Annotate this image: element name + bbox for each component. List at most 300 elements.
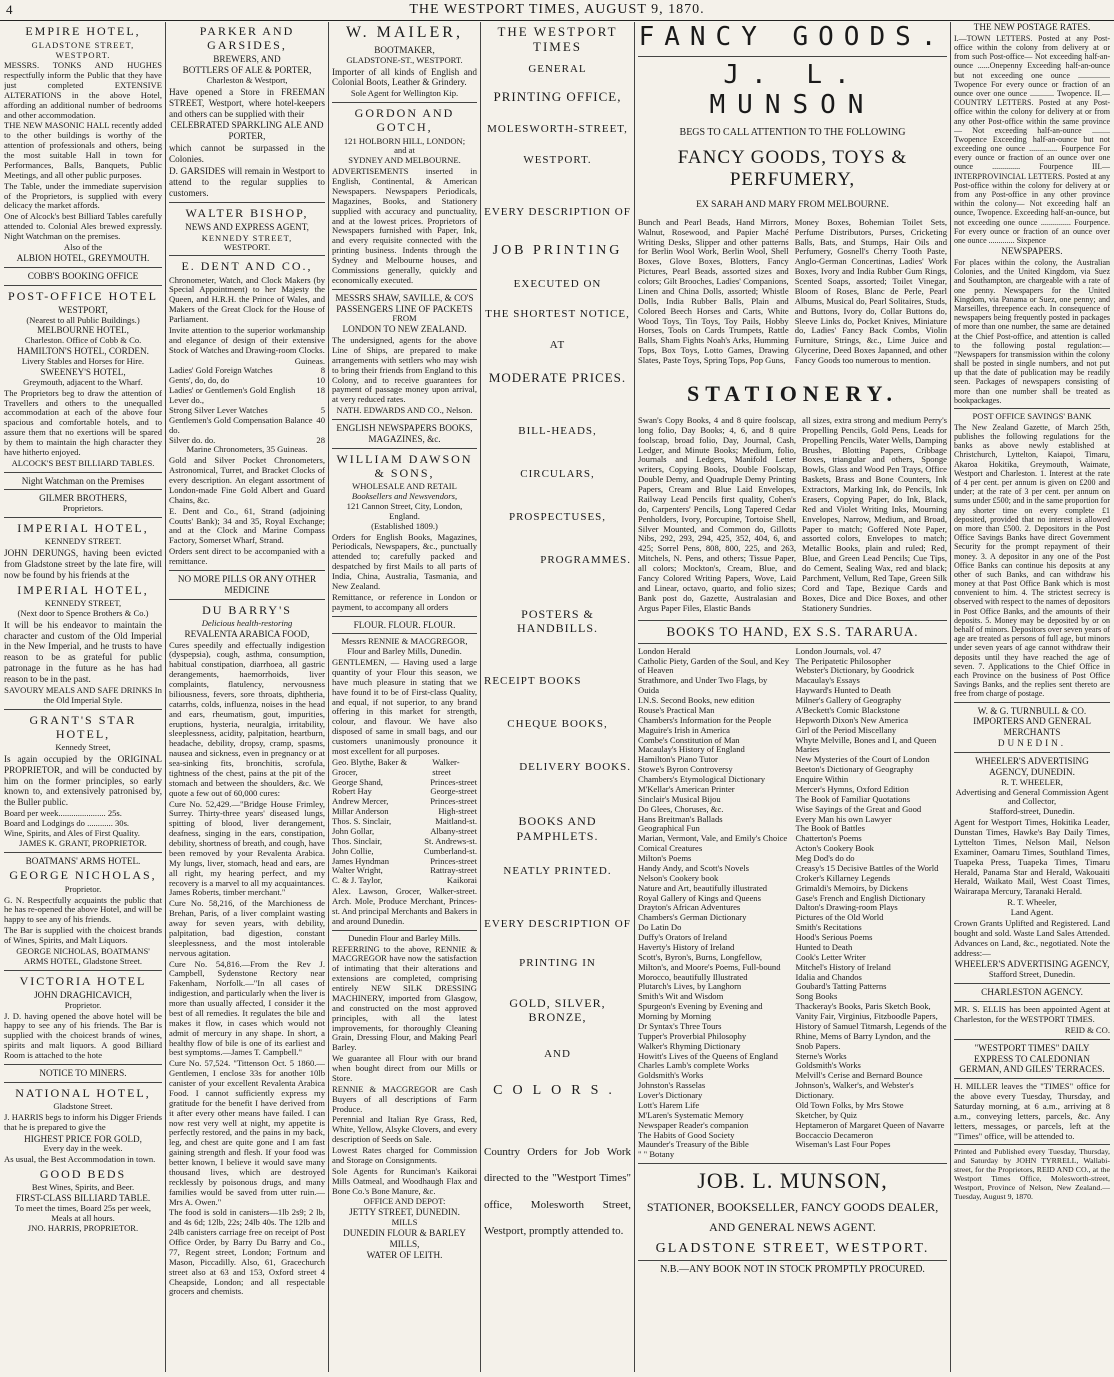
book-item: M'Kellar's American Printer [638, 783, 735, 794]
empire-hotel-title: EMPIRE HOTEL, [25, 24, 141, 38]
ad-heading: POSTERS & HANDBILLS. [517, 607, 598, 636]
price-value: 28 [316, 434, 325, 445]
book-item: Maunder's Treasury of the Bible [638, 1139, 749, 1150]
ad-text: The Table, under the immediate supervision of the Proprietors, is supplied with every delicacy the market affords. [4, 180, 162, 211]
list-street: Princes-street [430, 776, 477, 787]
munson-heading: J. L. MUNSON [709, 59, 876, 121]
ad-heading: BOATMANS' ARMS HOTEL. [25, 855, 141, 866]
price-item: Gentlemen's Gold Compensation Balance do. [169, 414, 313, 435]
book-item: Thackeray's Books, Paris Sketch Book, Vanity Fair, Virginius, Fitzboodle Papers, History of Samuel Titmarsh, Legends of the Rhine, Mems of Barry Lyndon, and the Snob Papers. [795, 1001, 947, 1051]
ad-text: KENNEDY STREET. [44, 536, 122, 547]
book-item: Idalia and Chandos [795, 971, 862, 982]
ad-text: BOTTLERS OF ALE & PORTER, [182, 65, 312, 76]
ad-text: GENTLEMEN, — Having used a large quantity of your Flour this season, we have much pleasure in stating that we have found it to be of First-class Quality, and equal, if not superior, to any brand offering in this market for strength, colour, and flavour. We have also disposed of same in small bags, and our customers unanimously pronounce it most excellent for all purposes. [332, 657, 477, 756]
book-item: New Mysteries of the Court of London [795, 754, 930, 765]
ad-text: Stafford-street, Dunedin. [989, 806, 1075, 817]
book-item: Hepworth Dixon's New America [795, 714, 909, 725]
column-rule [328, 22, 329, 1372]
ad-heading: HAMILTON'S HOTEL, CORDEN. [17, 346, 149, 357]
ad-text: DUNEDIN. [997, 738, 1067, 749]
book-item: I.N.S. Second Books, new edition [638, 695, 755, 706]
book-item: Wise Sayings of the Great and Good [795, 803, 922, 814]
book-item: Chatterton's Poems [795, 833, 862, 844]
ad-text: STATIONER, BOOKSELLER, FANCY GOODS DEALER, [646, 1200, 939, 1215]
book-item: Mitchel's History of Ireland [795, 961, 891, 972]
savings-bank-heading: POST OFFICE SAVINGS' BANK [972, 411, 1092, 422]
book-item: Chambers's German Dictionary [638, 912, 747, 923]
ad-text: Flour and Barley Mills, Dunedin. [347, 646, 462, 657]
column-rule [165, 22, 166, 1372]
book-item: Sinclair's Musical Bijou [638, 793, 721, 804]
book-item: Lover's Dictionary [638, 1090, 703, 1101]
ad-text: (Established 1809.) [371, 520, 438, 531]
postage-heading: THE NEW POSTAGE RATES. [973, 22, 1091, 32]
book-item: Boccaccio Decameron [795, 1129, 874, 1140]
ad-text: Gold and Silver Pocket Chronometers, Astronomical, Turret, and Bracket Clocks of every description. An elegant assortment of London-made Fine Gold Albert and Guard Chains, &c. [169, 455, 325, 505]
ad-heading: COLORS. [493, 1082, 622, 1098]
walter-bishop-title: WALTER BISHOP, [185, 205, 309, 220]
ad-text: REID & CO. [1064, 1024, 1110, 1035]
ad-text: CIRCULARS, [520, 468, 595, 481]
ad-heading: COBB'S BOOKING OFFICE [27, 270, 139, 281]
list-street: High-street [438, 806, 477, 817]
ad-text: Messrs RENNIE & MACGREGOR, [341, 636, 468, 647]
ad-text: For places within the colony, the Australian Colonies, and the United Kingdom, via Suez and Southampton, are chargeable with a rate of one penny. Newspapers for the United Kingdom, via Panama or Suez, one penny; and Marseilles, threepence each. In consequence of newspapers being frequently posted in packages of more than one number, the same are detained at the Chief Post-office, and attention is called to the following postal regulation:— "Newspapers for transmission within the colony shall be posted in single numbers, and not put up that the date of publication may be readily seen. Packages of newspapers consisting of more than one number shall be treated as bookpackages. [954, 258, 1110, 405]
ad-text: EVERY DESCRIPTION OF [484, 917, 631, 930]
book-item: Nelson's Cookery book [638, 872, 719, 883]
books-list [796, 647, 948, 1161]
list-name: Robert Hay [332, 786, 372, 797]
ad-text: WHOLESALE AND RETAIL [352, 481, 457, 492]
ad-text: Kennedy Street, [55, 741, 111, 752]
ad-text: KENNEDY STREET, [201, 232, 293, 243]
ad-text: As usual, the Best Accommodation in town. [4, 1154, 156, 1165]
price-value: 5 [320, 404, 325, 415]
book-item: Smith's Wit and Wisdom [638, 991, 724, 1002]
ad-text: LONDON TO NEW ZEALAND. [342, 324, 467, 335]
list-street: George-street [430, 786, 477, 797]
book-item: Catholic Piety, Garden of the Soul, and Key of Heaven [638, 655, 789, 676]
book-item: Mercer's Hymns, Oxford Edition [795, 783, 909, 794]
ad-text: Every day in the week. [43, 1143, 123, 1154]
book-item: Every Man his own Lawyer [795, 813, 892, 824]
book-item: Strathmore, and Under Two Flags, by Ouida [638, 675, 768, 696]
column-1 [4, 22, 162, 1372]
ad-text: WESTPORT. [223, 241, 271, 252]
ad-text: Orders sent direct to be accompanied with a remittance. [169, 546, 325, 567]
ad-text: GENERAL [528, 62, 587, 75]
price-row [169, 386, 325, 406]
ad-text: Best Wines, Spirits, and Beer. [31, 1182, 135, 1193]
ad-heading: GLADSTONE STREET, WESTPORT. [655, 1240, 930, 1256]
ad-text: Alex. Lawson, Grocer, Walker-street. Arch. Mole, Produce Merchant, Princes-st. And principal Merchants and Bakers in and around Dunedin. [332, 886, 477, 926]
imprint: Printed and Published every Tuesday, Thursday, and Saturday by JOHN TYRRELL, Wallabi-street, for the Proprietors, REID AND CO., at the Westport Times Office, Molesworth-street, Westport, Province of Nelson, New Zealand.—Tuesday, August 9, 1870. [954, 1147, 1110, 1202]
books-list [638, 647, 790, 1161]
ad-heading: FANCY GOODS, TOYS & PERFUMERY, [677, 146, 908, 191]
ad-text: Crown Grants Uplifted and Registered. Land bought and sold. Waste Land Sales Attended. Advances on Land, &c., negotiated. Note the address:— [954, 917, 1110, 958]
ad-text: Board per week...................... 25s. [4, 808, 122, 819]
book-item: Lott's Harem Life [638, 1099, 700, 1110]
list-street: Princes-street [430, 855, 477, 866]
ad-heading: MODERATE PRICES. [488, 369, 627, 385]
ad-heading: BOOKS AND PAMPHLETS. [516, 814, 599, 843]
book-item: Dalton's Drawing-room Plays [795, 902, 898, 913]
victoria-hotel-title: VICTORIA HOTEL [19, 973, 147, 988]
ad-text: Perennial and Italian Rye Grass, Red, White, Yellow, Alsyke Clovers, and every description of Seeds on Sale. [332, 1114, 477, 1145]
ad-text: FIRST-CLASS BILLIARD TABLE. [15, 1193, 151, 1204]
ad-text: REFERRING to the above, RENNIE & MACGREGOR have now the satisfaction of intimating that their alterations and extensions are completed, comprising entirely NEW SILK DRESSING MACHINERY, imported from Glasgow, and constructed on the most approved principles, with all the latest improvements, for thoroughly Cleaning Grain, Dressing Flour, and Making Pearl Barley. [332, 943, 477, 1053]
books-heading: BOOKS TO HAND, EX S.S. TARARUA. [666, 624, 919, 640]
ad-text: Cure No. 57,524. "Tittenson Oct. 5 1860.—Gentlemen, I enclose 33s for another 10lb canister of your excellent Revalenta Arabica Food. I cannot sufficiently express my gratitude for the benefit I have derived from it after every other means have failed. I can now rest very well at night, my appetite is perfectly restored, and the pains in my back, leg, and chest are quite gone and I am fast gaining strength and flesh. If your food was better known, I believe it would save many thousand lives, which are destroyed recklessly by poisonous drugs, and many families would be saved from utter ruin.—Mrs A. Owen." [169, 1058, 325, 1207]
book-item: Sterne's Works [795, 1050, 847, 1061]
list-name: Geo. Blythe, Baker & Grocer, [332, 756, 408, 777]
stationery-list: Swan's Copy Books, 4 and 8 quire foolscap, long folio, Day Books; 4, 6, and 8 quire foolscap, broad folio, Day, Journal, Cash, Ledger, and Minute Books; Medium, folio, Journals and Ledgers, Manifold Letter writers, Copying Books, Double Foolscap, Double Demy, and Quadruple Demy Printing Papers, Cream and Blue Laid Envelopes, Railway Lead Pencils first quality, Cohen's do, Carpenters' Pencils, Long Tapered Cedar Penholders, Ivory, Porcupine, Tortoise Shell, Silver Mounted, and Common do, Gillotts Nibs, 292, 293, 294, 425, 352, 404, 6, and 425; Sorrel Pens, 808, 800, 225, and 263, Mitchels, N. Pens, and others; Tissue Paper, all colors; Mockton's, Cream, Blue, and Fancy Colored Writing Papers, Wove, Laid and Linear, octavo, quarto, and folio sizes; Bank post do, Gazette, Australasian and Argus Paper Files, Elastic Bands [638, 414, 797, 613]
ad-text: MERCHANTS [1003, 727, 1061, 738]
stationery-heading: STATIONERY. [687, 380, 898, 406]
book-item: Johnston's Rasselas [638, 1080, 706, 1091]
ad-heading: NOTICE TO MINERS. [39, 1067, 127, 1078]
ad-text: J. D. having opened the above hotel will be happy to see any of his friends. The Bar is supplied with the choicest brands of wines, spirits and malt liquors. A good Billiard Room is attached to the hote [4, 1010, 162, 1061]
book-item: Webster's Dictionary, by Goodrick [795, 665, 915, 676]
book-item: Handy Andy, and Scott's Novels [638, 862, 750, 873]
ad-heading: ALBION HOTEL, GREYMOUTH. [16, 252, 150, 263]
ad-text: Importer of all kinds of English and Colonial Boots, Leather & Grindery. [332, 66, 477, 88]
ad-heading: GOLD, SILVER, BRONZE, [509, 995, 606, 1024]
ad-text: 121 HOLBORN HILL, LONDON; [343, 135, 466, 146]
ad-text: SAVOURY MEALS AND SAFE DRINKS In the Old Imperial Style. [4, 684, 162, 705]
ad-text: Gladstone Street. [53, 1100, 113, 1111]
ad-text: THE SHORTEST NOTICE, [485, 308, 630, 321]
ad-text: Wine, Spirits, and Ales of First Quality. [4, 827, 140, 838]
ad-text: Land Agent. [1010, 907, 1054, 918]
ad-text: MR. S. ELLIS has been appointed Agent at Charleston, for the WESTPORT TIMES. [954, 1004, 1110, 1024]
ad-text: JAMES K. GRANT, PROPRIETOR. [19, 837, 147, 848]
fancy-goods-list: Money Boxes, Bohemian Toilet Sets, Perfume Distributors, Purses, Cricketing Balls, Bats, and Stumps, Hair Oils and Perfumery, Gosnell's Cherry Tooth Paste, Anglo-German Concertinas, Ladies' Work Boxes, Ivory and India Rubber Gum Rings, Scented Soaps, assorted; Toilet Vinegar, Bloom of Roses, Blanc de Perle, Pearl Albums, Musical do, Pearl Solitaires, Studs, and Buttons, Ivory do, Collar Buttons do, Sleeve Links do, Pocket Knives, Miniature do, Ladies' Fancy Back Combs, Violin Furniture, Strings, &c., Lime Juice and Glycerine, Deed Boxes Japanned, and other Fancy Goods too numerous to mention. [794, 216, 947, 366]
job-munson-heading: JOB. L. MUNSON, [697, 1168, 888, 1194]
book-item: Whyte Melville, Bones and I, and Queen Maries [795, 734, 937, 755]
ad-text: Booksellers and Newsvendors, [351, 491, 458, 501]
ad-text: To meet the times, Board 25s per week, Meals at all hours. [14, 1203, 152, 1223]
ad-text: JETTY STREET, DUNEDIN. [349, 1207, 460, 1218]
ad-text: PROGRAMMES. [540, 554, 631, 567]
column-6 [954, 22, 1110, 1372]
ad-text: CELEBRATED SPARKLING ALE AND PORTER, [170, 120, 324, 142]
ad-text: JNO. HARRIS, PROPRIETOR. [27, 1222, 139, 1233]
ad-text: We guarantee all Flour with our brand when bought direct from our Mills or Store. [332, 1053, 477, 1083]
book-item: A'Beckett's Comic Blackstone [795, 704, 900, 715]
rennie-list [332, 758, 477, 886]
book-item: Hayward's Hunted to Death [795, 685, 891, 696]
ad-text: NEWS AND EXPRESS AGENT, [185, 221, 309, 232]
dubarry-title: DU BARRY'S [202, 602, 292, 617]
list-name: Walter Wright, [332, 865, 383, 876]
ad-text: DUNEDIN FLOUR & BARLEY [343, 1228, 466, 1239]
ad-text: ALCOCK'S BEST BILLIARD TABLES. [11, 457, 155, 468]
gordon-gotch-title: GORDON AND GOTCH, [354, 106, 455, 135]
ad-text: Agent for Westport Times, Hokitika Leader, Dunstan Times, Hawke's Bay Daily Times, Lyttelton Times, Nelson Mail, Nelson Examiner, Oamaru Times, Southland Times, Tuapeka Press, Tuapeka Times, Timaru Herald, Panama Star and Herald, Wakouaiti Herald, Waikato Mail, West Coast Times, Wairarapa Mercury, Taranaki Herald. [954, 817, 1110, 897]
ad-text: Dunedin Flour and Barley Mills. [348, 932, 461, 943]
ad-text: WATER OF LEITH. [366, 1249, 443, 1260]
book-item: Macaulay's History of England [638, 744, 745, 755]
book-item: Scott's, Byron's, Burns, Longfellow, Milton's, and Moore's Poems, Full-bound Morocco, beautifully Illustrated [638, 951, 781, 982]
turnbull-heading: W. & G. TURNBULL & CO. [977, 705, 1087, 716]
book-item: Hans Breitman's Ballads [638, 813, 723, 824]
list-street: Kaikorai [446, 875, 477, 886]
ad-heading: GILMER BROTHERS, [39, 493, 127, 504]
ad-text: PRINTING IN [519, 956, 596, 969]
ad-heading: ENGLISH NEWSPAPERS BOOKS, MAGAZINES, &c. [336, 423, 473, 444]
column-3 [332, 22, 477, 1372]
price-item: Silver do. do. [169, 434, 216, 445]
list-street: Rattray-street [430, 865, 477, 876]
column-5 [638, 22, 947, 1372]
newspaper-title: THE WESTPORT TIMES, AUGUST 9, 1870. [409, 2, 705, 17]
ad-text: Proprietor. [64, 999, 102, 1010]
ad-text: Cure No. 52,429.—"Bridge House Frimley, Surrey. Thirty-three years' diseased lungs, spitting of blood, liver derangement, deafness, singing in the ears, constipation, debility, shortness of breath, and cough, have been removed by your Revalenta Arabica. My lungs, liver, stomach, head and ears, are all right, my hearing perfect, and my recovery is a marvel to all my acquaintances. James Roberts, timber merchant." [169, 798, 325, 898]
book-item: " " Botany [638, 1149, 675, 1160]
book-item: Milner's Gallery of Geography [795, 695, 902, 706]
list-name: Thos. Sinclair, [332, 835, 383, 846]
book-item: Nature and Art, beautifully illustrated [638, 882, 768, 893]
ad-text: Greymouth, adjacent to the Wharf. [23, 376, 143, 387]
list-street: Maitland-st. [435, 816, 477, 827]
column-rule [480, 22, 481, 1372]
ad-text: Cures speedily and effectually indigestion (dyspepsia), cough, asthma, consumption, habitual constipation, diarrhoea, all gastric derangements, haemorrhoids, liver complaints, flatulency, nervousness biliousness, fevers, sore throats, diphtheria, catarrhs, colds, influenza, noises in the head and ears, rheumatism, gout, impurities, eruptions, hysteria, neuralgia, irritability, sleeplessness, acidity, palpitation, heartburn, headache, debility, dropsy, cramp, spasms, nausea and sickness, even in pregnancy or at sea-sinking fits, bronchitis, scrofula, tightness of the chest, pains at the pit of the stomach and between the shoulders, &c. We quote a few out of 60,000 cures: [169, 639, 325, 798]
book-item: Gase's French and English Dictionary [795, 892, 926, 903]
ad-text: JOHN DRAGHICAVICH, [34, 989, 132, 1000]
masthead [0, 0, 1114, 21]
ad-text: The New Zealand Gazette, of March 25th, publishes the following regulations for the banks as above newly established at Christchurch, Lyttelton, Kaiapoi, Timaru, Akaroa Hokitika, Greymouth, Waimate, Westport and Charleston. 1. Interest at the rate of 4 per cent. per annum is given on £200 and under; at the rate of 3 per cent. per annum on sums under £500; and in the same proportion for any shorter time on every complete £1 deposited, provided that no interest is allowed on more than £500. 2. Depositors in the Post Office Savings Banks have direct Government Security for the prompt repayment of their money. 3. A depositor in any one of the Post Office Banks can continue his deposits at any other of such Banks, and can withdraw his money at that Post Office Bank which is most convenient to him. 4. The strictest secrecy is observed with respect to the names of depositors in Post Office Banks, and the amounts of their deposits. 5. Money may be deposited by or on behalf of minors. Depositors over seven years of age are treated as persons of full age, but minors under seven years of age cannot withdraw their deposits until they have reached the age of seven. 7. Applications to the Chief Office in each Province on the business of Post Office Savings Banks, and the replies sent thereto are free from charge of postage. [954, 422, 1110, 699]
ad-text: Have opened a Store in FREEMAN STREET, Westport, where hotel-keepers and others can be supplied with their [169, 86, 325, 119]
shaw-saville-title: MESSRS SHAW, SAVILLE, & CO'S PASSENGERS LINE OF PACKETS [335, 292, 474, 314]
ad-text: RENNIE & MACGREGOR are Cash Buyers of all descriptions of Farm Produce. [332, 1083, 477, 1114]
list-name: John Collie, [332, 845, 374, 856]
book-item: Heptameron of Margaret Queen of Navarre [795, 1119, 945, 1130]
ad-heading: PRINTING OFFICE, [493, 89, 622, 105]
column-rule [950, 22, 951, 1372]
fancy-goods-list: Bunch and Pearl Beads, Hand Mirrors, Walnut, Rosewood, and Papier Maché Writing Desks, Slipper and other patterns for Berlin Wool Work, Berlin Wool, Shell Boxes, Glove Boxes, Blotters, Fancy Pictures, Pearl Beads, assorted sizes and colors; Gilt Brooches, Ladies' Companions, Linen and China Dolls, assorted; Whistle Dolls, India Rubber Balls, Plain and Colored Beech Horses and Carts, White Wood Toys, Tin Toys, Toy Pails, Hobby Horses, Tools on Cards Trumpets, Rattle Balls, Sham Fights Noah's Arks, Humming Tops, Box Toys, Lotto Games, Drawing Slates, Paste Toys, Spring Tops, Pop Guns, [638, 216, 789, 366]
ad-text: I.—TOWN LETTERS. Posted at any Post-office within the colony from delivery at or from such Post-office— Not exceeding half-an-ounce ......Onepenny Exceeding half-an-ounce but not exceeding one ounce ................ Twopence For every ounce or fraction of an ounce over one ounce ............ Twopence. II.—COUNTRY LETTERS. Posted at any Post-office within the colony for delivery at or from any other Post-office within the same province— Not exceeding half-an-ounce ......... Twopence Exceeding half-an-ounce but not exceeding one ounce .............. Fourpence For every ounce or fraction of an ounce over one ounce .............. Fourpence III.—INTERPROVINCIAL LETTERS. Posted at any Post-office within the colony for delivery at or from any Post-office in any other province within the colony— Not exceeding half an ounce, Twopence. Exceeding half-an-ounce, but not exceeding one ounce ............... Fourpence. For every ounce or fraction of an ounce over one ounce ............. Sixpence [954, 33, 1110, 245]
ad-text: EXECUTED ON [513, 277, 602, 290]
book-item: Enquire Within [795, 774, 849, 785]
book-item: London Journals, vol. 47 [795, 645, 882, 656]
book-item: Goldsmith's Works [638, 1070, 704, 1081]
ad-text: BEGS TO CALL ATTENTION TO THE FOLLOWING [679, 127, 906, 139]
ad-text: R. T. Wheeler, [1007, 897, 1057, 908]
book-item: Cook's Letter Writer [795, 951, 866, 962]
book-item: Croker's Killarney Legends [795, 872, 891, 883]
ad-heading: MELBOURNE HOTEL, [37, 325, 129, 336]
price-value: 10 [316, 375, 325, 386]
ad-text: Board and Lodgings do ............ 30s. [4, 818, 130, 828]
book-item: Beeton's Dictionary of Geography [795, 764, 914, 775]
ad-heading: GOOD BEDS [39, 1167, 127, 1182]
book-item: Macaulay's Essays [795, 675, 860, 686]
book-item: Acton's Cookery Book [795, 843, 874, 854]
ad-text: Country Orders for Job Work directed to the "Westport Times" office, Molesworth Street, Westport, promptly attended to. [484, 1146, 631, 1238]
book-item: Dr Syntax's Three Tours [638, 1020, 722, 1031]
ad-text: FROM [392, 313, 417, 324]
ad-text: H. MILLER leaves the "TIMES" office for the above every Tuesday, Thursday, and Saturday morning, at 6 a.m., arriving at 8 a.m., conveying letters, parcels, &c. Any letters, messages, or parcels, left at the "Times" office, will be attended to. [954, 1081, 1110, 1141]
page-number: 4 [6, 2, 13, 17]
list-name: C. & J. Taylor, [332, 875, 383, 886]
book-item: Grimaldi's Memoirs, by Dickens [795, 882, 908, 893]
book-item: Wiseman's Last Four Popes [795, 1139, 891, 1150]
book-item: Combe's Constitution of Man [638, 734, 740, 745]
charleston-heading: CHARLESTON AGENCY. [981, 987, 1083, 998]
ad-text: D. GARSIDES will remain in Westport to attend to the regular supplies to customers. [169, 165, 325, 198]
book-item: Melvill's Cerise and Bernard Bounce [795, 1070, 923, 1081]
ad-text: G. N. Respectfully acquaints the public that he has re-opened the above Hotel, and will be happy to see any of his friends. [4, 894, 162, 925]
ad-text: NEATLY PRINTED. [503, 864, 612, 877]
ad-text: Remittance, or reference in London or payment, to accompany all orders [332, 591, 477, 612]
book-item: Walker's Rhyming Dictionary [638, 1040, 741, 1051]
ad-text: AND GENERAL NEWS AGENT. [709, 1220, 876, 1235]
list-item [332, 876, 477, 886]
ad-text: WHEELER'S ADVERTISING AGENCY, [954, 959, 1110, 970]
stationery-list: all sizes, extra strong and medium Perry's Propelling Pencils, Gold Pens, Leads for Propelling Pencils, Water Wells, Damping Brushes, Blotting Papers, Cribbage Boxes, triangular and others, Sponge Bowls, Glass and Wood Pen Trays, Office Baskets, Brass and Bone Counters, Ink Extractors, Marking Ink, do Pencils, Ink Erasers, Copying Paper, do Ink, Black, Red and Violet Writing Inks, Mourning Envelopes, Narrow, Medium, and Broad, Paper to match; Goffered Note Paper, assorted colors, Envelopes to match; Metallic Books, plain and ruled; Red, Blue, and Green Lead Pencils; Cue Tips, do Cement, Sealing Wax, red and black; Parchment, Vellum, Red Tape, Green Silk Cord and Tape, Bezique Cards and Boxes, Dice and Dice Boxes, and other Stationery Sundries. [802, 414, 947, 613]
book-item: Pictures of the Old World [795, 912, 884, 923]
ad-text: NATH. EDWARDS AND CO., Nelson. [336, 405, 473, 416]
ad-text: Also of the [63, 241, 103, 252]
post-office-hotel-title: POST-OFFICE HOTEL [8, 288, 158, 303]
book-item: Plutarch's Lives, by Langhorn [638, 981, 742, 992]
parker-garsides-title: PARKER AND GARSIDES, [199, 24, 295, 53]
book-item: Newspaper Reader's companion [638, 1119, 749, 1130]
price-item: Ladies' Gold Foreign Watches [169, 365, 273, 376]
ad-text: AT [549, 339, 566, 352]
book-item: Marian, Vermont, Vale, and Emily's Choice [638, 833, 788, 844]
ad-text: Livery Stables and Horses for Hire. [21, 356, 145, 367]
book-item: The Book of Battles [795, 823, 865, 834]
ad-text: THE NEW MASONIC HALL recently added to the other buildings is worthy of the attention of professionals and others, being the most suitable Hall in town for Performances, Balls, Banquets, Public Meetings, and all other public purposes. [4, 120, 162, 180]
ad-text: WESTPORT. [523, 153, 592, 166]
address: GLADSTONE STREET, WESTPORT. [31, 40, 135, 61]
book-item: Meg Dod's do do [795, 853, 855, 864]
book-item: Hamilton's Piano Tutor [638, 754, 718, 765]
ad-text: One of Alcock's best Billiard Tables carefully attended to. Colonial Ales brewed expressly. Night Watchman on the premises. [4, 211, 162, 242]
ad-heading: FLOUR. FLOUR. FLOUR. [353, 619, 456, 630]
list-street: St. Andrews-st. [424, 835, 477, 846]
book-item: Goldsmith's Works [795, 1060, 861, 1071]
book-item: Old Town Folks, by Mrs Stowe [795, 1099, 904, 1110]
ad-text: AND [544, 1047, 571, 1060]
ad-text: SYDNEY AND MELBOURNE. [348, 155, 461, 166]
ad-text: It will be his endeavor to maintain the character and custom of the Old Imperial in the New Imperial, and he trusts to have reason to be as grateful for public patronage in the future as he has had reason to be in the past. [4, 619, 162, 685]
book-item: Geographical Fun [638, 823, 700, 834]
dent-price-list [169, 366, 325, 445]
book-item: Girl of the Period Miscellany [795, 724, 897, 735]
book-item: Stowe's Byron Controversy [638, 764, 733, 775]
book-item: Milton's Poems [638, 853, 692, 864]
book-item: Sketcher, by Quiz [795, 1109, 857, 1120]
ad-text: The food is sold in canisters—1lb 2s9; 2 lb, and 4s 6d; 12lb, 22s; 24lb 40s. The 12lb and 24lb canisters carriage free on receipt of Post Office Order, by Barry Du Barry and Co., 77, Regent street, London; Fortnum and Mason, Piccadilly. Also, 61, Gracechurch street also at 63 and 153, Oxford street 4 Cheapside, London; and all respectable grocers and chemists. [169, 1207, 325, 1297]
book-item: Hunted to Death [795, 941, 853, 952]
book-item: Comical Creatures [638, 843, 703, 854]
ad-text: Invite attention to the superior workmanship and elegance of design of their extensive Stock of Watches and Drawing-room Clocks. [169, 324, 325, 355]
ad-text: Lowest Rates charged for Commission and Storage on Consignments. [332, 1145, 477, 1165]
book-item: The Book of Familiar Quotations [795, 793, 911, 804]
list-name: James Hyndman [332, 855, 390, 866]
ad-text: R. T. WHEELER, [1001, 776, 1063, 787]
book-item: Duffy's Orators of Ireland [638, 932, 727, 943]
ad-text: J. HARRIS begs to inform his Digger Friends that he is prepared to give the [4, 1111, 162, 1132]
ad-text: DELIVERY BOOKS. [519, 761, 631, 774]
ad-text: Charleston. Office of Cobb & Co. [24, 335, 142, 346]
ad-text: Is again occupied by the ORIGINAL PROPRIETOR, and will be conducted by him on the former principles, so early known to, and extensively patronised by, the Buller public. [4, 753, 162, 808]
book-item: Hood's Serious Poems [795, 932, 873, 943]
ad-text: GEORGE NICHOLAS, BOATMANS' ARMS HOTEL, Gladstone Street. [16, 945, 150, 966]
mailer-title: W. MAILER, [346, 24, 463, 41]
ad-text: Marine Chronometers, 35 Guineas. [186, 444, 308, 455]
list-name: Millar Anderson [332, 806, 389, 817]
ad-text: ADVERTISEMENTS inserted in English, Continental, & American Newspapers. Newspapers Periodicals, Magazines, Books, and Stationery supplied with accuracy and punctuality, and at the lowest prices. Proprietors of Newspapers furnished with Paper, Ink, and every requisite connected with the printing business. Indents through the Sydney and Melbourne houses, and Commissions generally, quickly and economically executed. [332, 166, 477, 285]
grants-star-hotel-title: GRANT'S STAR HOTEL, [29, 712, 137, 741]
book-item: The Peripatetic Philosopher [795, 655, 891, 666]
ad-text: MESSRS. TONKS AND HUGHES respectfully inform the Public that they have just completed EXTENSIVE ALTERATIONS in the above Hotel, affording an additional number of bedrooms and other accommodation. [4, 60, 162, 120]
ad-text: BILL-HEADS, [518, 425, 597, 438]
price-value: 8 [320, 365, 325, 376]
dawson-title: WILLIAM DAWSON & SONS, [336, 451, 473, 480]
ad-text: MOLESWORTH-STREET, [487, 122, 628, 135]
ad-text: N.B.—ANY BOOK NOT IN STOCK PROMPTLY PROCURED. [660, 1264, 925, 1276]
ad-text: MILLS [391, 1217, 418, 1228]
book-item: Rouse's Practical Man [638, 704, 715, 715]
ad-text: Sole Agent for Wellington Kip. [350, 88, 459, 99]
ad-text: Chronometer, Watch, and Clock Makers (by Special Appointment) to her Majesty the Queen, and H.R.H. the Prince of Wales, and Makers of the Great Clock for the House of Parliament. [169, 274, 325, 325]
book-item: Chambers's Etymological Dictionary [638, 774, 766, 785]
book-item: London Herald [638, 645, 691, 656]
ad-heading: IMPERIAL HOTEL, [17, 582, 149, 597]
ad-heading: JOB PRINTING [492, 243, 623, 259]
price-value: 18 [316, 385, 325, 396]
ad-heading: REVALENTA ARABICA FOOD, [184, 628, 310, 639]
ad-text: HIGHEST PRICE FOR GOLD, [24, 1133, 142, 1144]
ad-text: Proprietor. [64, 883, 102, 894]
ad-heading: SWEENEY'S HOTEL, [40, 366, 126, 377]
book-item: Smith's Recitations [795, 922, 862, 933]
book-item: Creasy's 15 Decisive Battles of the World [795, 862, 939, 873]
ad-text: Charleston & Westport, [206, 75, 288, 86]
dent-title: E. DENT AND CO., [181, 259, 313, 274]
ad-text: Stafford Street, Dunedin. [988, 969, 1076, 980]
list-name: George Shand, [332, 776, 383, 787]
ad-text: AGENCY, DUNEDIN. [989, 766, 1075, 777]
newspapers-heading: NEWSPAPERS. [1001, 246, 1063, 257]
ad-text: KENNEDY STREET, [44, 597, 122, 608]
ad-text: The undersigned, agents for the above Line of Ships, are prepared to make arrangements with settlers who may wish to bring their friends from England to this Colony, and to receive guarantees for payment of passage money upon arrival, at very reduced rates. [332, 335, 477, 405]
book-item: Johnson's, Walker's, and Webster's Dictionary. [795, 1080, 914, 1101]
ad-text: E. Dent and Co., 61, Strand (adjoining Coutts' Bank); 34 and 35, Royal Exchange; and at the Clock and Marine Compass Factory, Somerset Wharf, Strand. [169, 505, 325, 546]
ad-text: BREWERS, AND [213, 54, 281, 65]
book-item: Tupper's Proverbial Philosophy [638, 1030, 747, 1041]
express-heading: "WESTPORT TIMES" DAILY EXPRESS TO CALEDONIAN GERMAN, AND GILES' TERRACES. [959, 1042, 1105, 1075]
ad-text: The Proprietors beg to draw the attention of Travellers and others to the unequalled accommodation at each of the above four spacious and comfortable hotels, and to assure them that no exertions will be spared by them to maintain the high character they have hitherto enjoyed. [4, 387, 162, 457]
imperial-hotel-title: IMPERIAL HOTEL, [17, 521, 149, 536]
ad-text: The Bar is supplied with the choicest brands of Wines, Spirits, and Malt Liquors. [4, 925, 162, 946]
ad-text: EX SARAH AND MARY FROM MELBOURNE. [696, 199, 889, 210]
price-item: Strong Silver Lever Watches [169, 404, 268, 415]
column-4 [484, 22, 631, 1372]
ad-text: (Next door to Spence Brothers & Co.) [17, 607, 149, 618]
column-rule [634, 22, 635, 1372]
column-2 [169, 22, 325, 1372]
ad-heading: NO MORE PILLS OR ANY OTHER MEDICINE [177, 573, 317, 595]
ad-text: which cannot be surpassed in the Colonies. [169, 143, 325, 165]
ad-text: Night Watchman on the Premises [21, 475, 145, 486]
ad-text: Orders for English Books, Magazines, Periodicals, Newspapers, &c., punctually attended to; carefully packed and despatched by first Mails to all parts of India, China, Australia, Tasmania, and New Zealand. [332, 531, 477, 591]
book-item: M'Laren's Systematic Memory [638, 1109, 744, 1120]
